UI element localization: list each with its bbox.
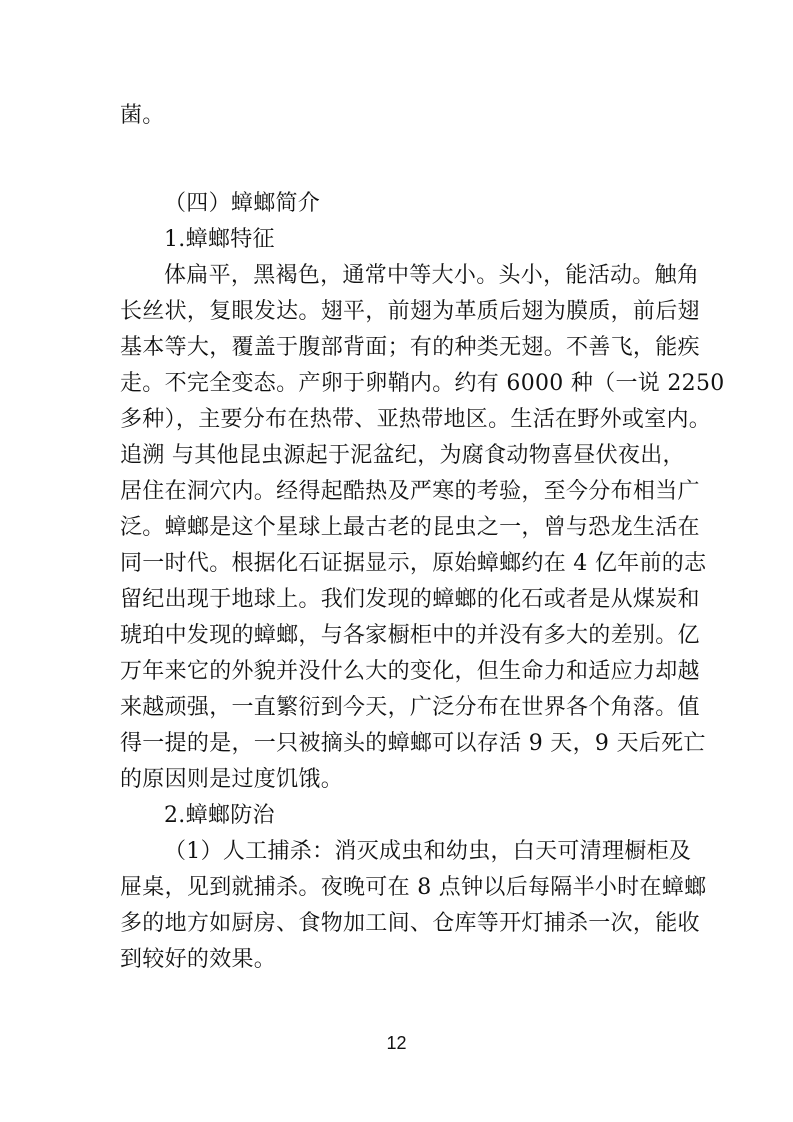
text-line: 得一提的是，一只被摘头的蟑螂可以存活 9 天，9 天后死亡 xyxy=(120,731,706,756)
text-line: （1）人工捕杀：消灭成虫和幼虫，白天可清理橱柜及 xyxy=(164,839,692,864)
page-number: 12 xyxy=(386,1033,407,1053)
text-line: 走。不完全变态。产卵于卵鞘内。约有 6000 种（一说 2250 xyxy=(120,371,725,396)
subsection-heading: 1.蟑螂特征 xyxy=(164,227,275,252)
text-line: 追溯 与其他昆虫源起于泥盆纪，为腐食动物喜昼伏夜出， xyxy=(120,443,685,468)
text-line: 居住在洞穴内。经得起酷热及严寒的考验，至今分布相当广 xyxy=(120,479,700,504)
text-line: 长丝状，复眼发达。翅平，前翅为革质后翅为膜质，前后翅 xyxy=(120,299,700,324)
text-line: 菌。 xyxy=(120,103,165,128)
page-body xyxy=(120,98,725,978)
text-line: 万年来它的外貌并没什么大的变化，但生命力和适应力却越 xyxy=(120,659,700,684)
text-line: 同一时代。根据化石证据显示，原始蟑螂约在 4 亿年前的志 xyxy=(120,551,707,576)
text-line: 多种），主要分布在热带、亚热带地区。生活在野外或室内。 xyxy=(120,407,712,432)
text-line: 泛。蟑螂是这个星球上最古老的昆虫之一，曾与恐龙生活在 xyxy=(120,515,700,540)
text-line: 多的地方如厨房、食物加工间、仓库等开灯捕杀一次，能收 xyxy=(120,911,700,936)
text-line: 屉桌，见到就捕杀。夜晚可在 8 点钟以后每隔半小时在蟑螂 xyxy=(120,875,707,900)
text-line: 来越顽强，一直繁衍到今天，广泛分布在世界各个角落。值 xyxy=(120,695,700,720)
section-heading: （四）蟑螂简介 xyxy=(164,191,321,216)
text-line: 的原因则是过度饥饿。 xyxy=(120,767,344,792)
text-line: 体扁平，黑褐色，通常中等大小。头小，能活动。触角 xyxy=(164,263,700,288)
text-line: 琥珀中发现的蟑螂，与各家橱柜中的并没有多大的差别。亿 xyxy=(120,623,700,648)
subsection-heading: 2.蟑螂防治 xyxy=(164,803,275,828)
text-line: 到较好的效果。 xyxy=(120,947,277,972)
text-line: 基本等大，覆盖于腹部背面；有的种类无翅。不善飞，能疾 xyxy=(120,335,700,360)
paragraph-spacer xyxy=(120,134,680,186)
text-line: 留纪出现于地球上。我们发现的蟑螂的化石或者是从煤炭和 xyxy=(120,587,700,612)
